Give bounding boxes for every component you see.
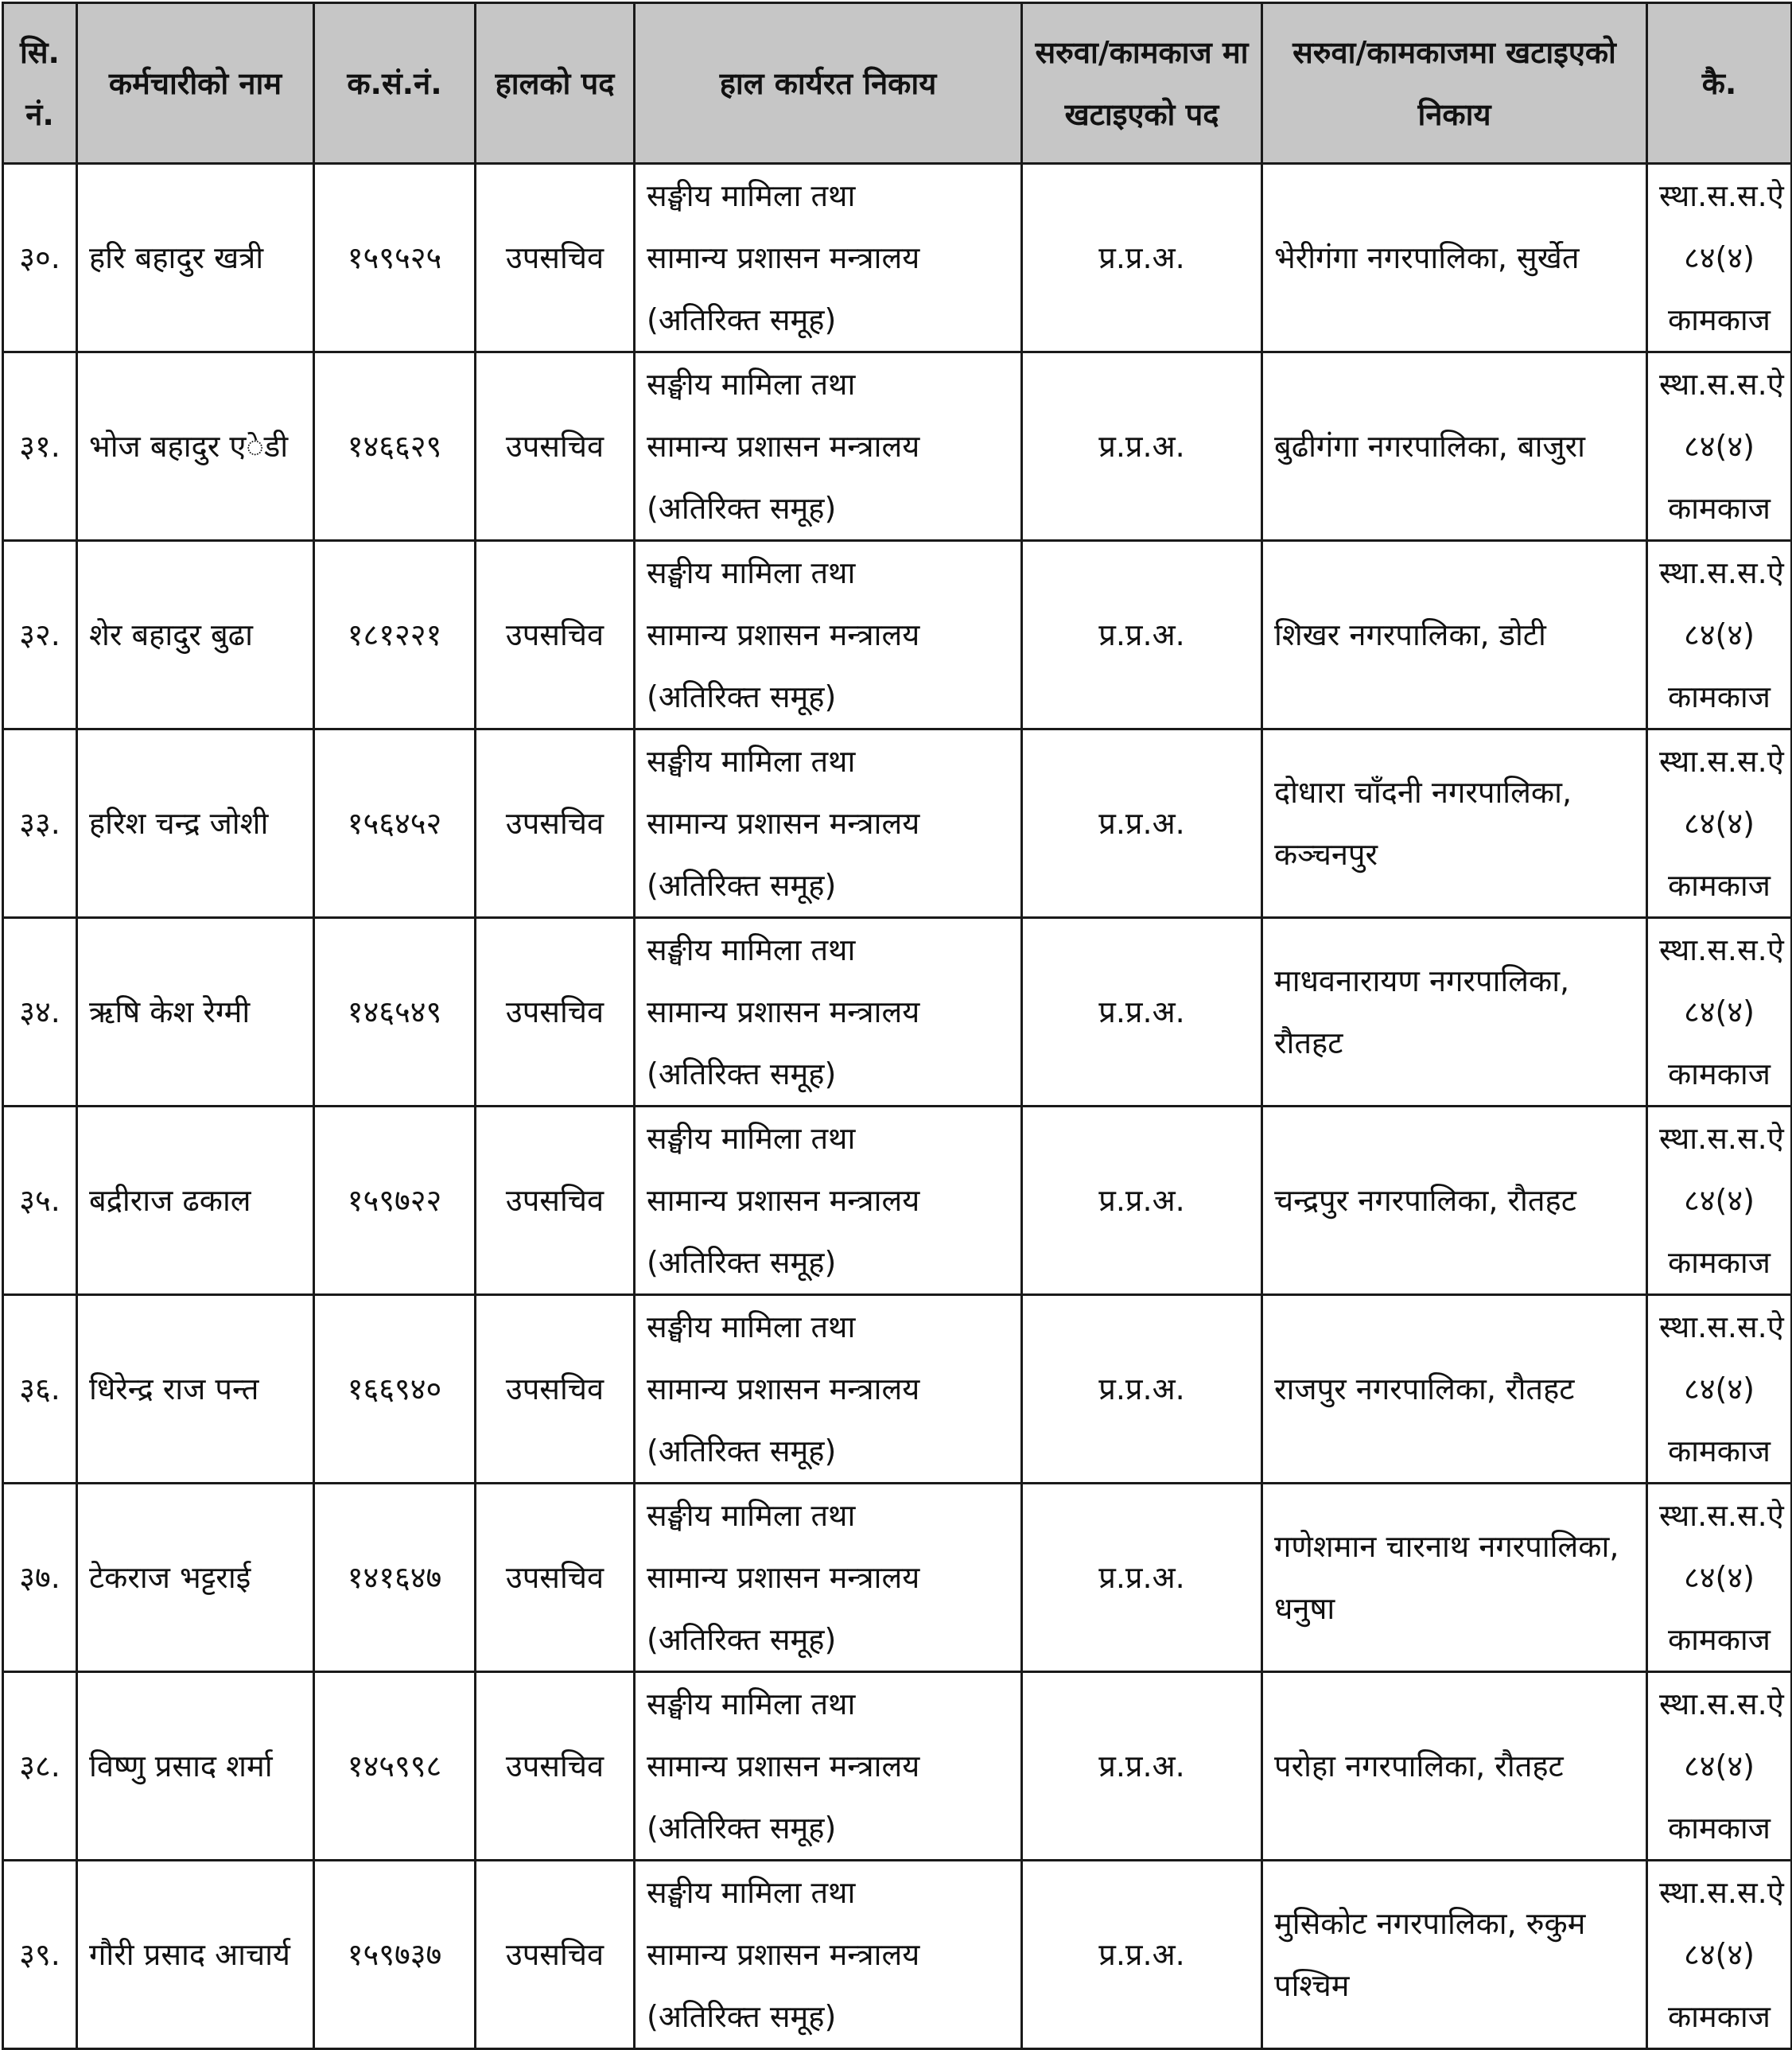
ksn-number: १४५९९८ [314, 1672, 476, 1861]
serial-number: ३०. [3, 164, 77, 352]
assigned-post: प्र.प्र.अ. [1022, 1107, 1262, 1295]
assigned-post: प्र.प्र.अ. [1022, 352, 1262, 541]
serial-number: ३४. [3, 918, 77, 1107]
remarks-line: कामकाज [1668, 1245, 1771, 1280]
current-office [635, 729, 1022, 918]
remarks-line: ८४(४) [1684, 240, 1755, 275]
remarks-line: ८४(४) [1684, 1560, 1755, 1595]
current-office-line: सङ्घीय मामिला तथा [647, 178, 856, 213]
assigned-post: प्र.प्र.अ. [1022, 1295, 1262, 1484]
current-post: उपसचिव [476, 1107, 635, 1295]
current-office-line: सङ्घीय मामिला तथा [647, 744, 856, 779]
remarks-line: कामकाज [1668, 1811, 1771, 1846]
current-post: उपसचिव [476, 1295, 635, 1484]
current-office-line: सङ्घीय मामिला तथा [647, 1121, 856, 1156]
header-employee-name: कर्मचारीको नाम [77, 3, 314, 164]
remarks-line: कामकाज [1668, 1433, 1771, 1468]
current-post: उपसचिव [476, 352, 635, 541]
remarks-line: स्था.स.स.ऐ [1659, 1121, 1784, 1156]
current-office-line: सामान्य प्रशासन मन्त्रालय [647, 1371, 920, 1406]
remarks-line: ८४(४) [1684, 1371, 1755, 1406]
header-assigned-post: सरुवा/कामकाज मा खटाइएको पद [1022, 3, 1262, 164]
current-office-line: सामान्य प्रशासन मन्त्रालय [647, 1937, 920, 1972]
remarks-line: स्था.स.स.ऐ [1659, 1875, 1784, 1910]
employee-name: टेकराज भट्टराई [77, 1484, 314, 1672]
assigned-post: प्र.प्र.अ. [1022, 1861, 1262, 2049]
ksn-number: १८१२२१ [314, 541, 476, 729]
current-office-line: (अतिरिक्त समूह) [647, 1433, 837, 1468]
remarks-line: कामकाज [1668, 868, 1771, 903]
remarks [1647, 1484, 1792, 1672]
current-office-line: सामान्य प्रशासन मन्त्रालय [647, 617, 920, 652]
assigned-office: गणेशमान चारनाथ नगरपालिका, धनुषा [1262, 1484, 1647, 1672]
current-office-line: (अतिरिक्त समूह) [647, 679, 837, 714]
remarks-line: ८४(४) [1684, 994, 1755, 1029]
ksn-number: १६६९४० [314, 1295, 476, 1484]
assigned-office: मुसिकोट नगरपालिका, रुकुम पश्चिम [1262, 1861, 1647, 2049]
current-office [635, 918, 1022, 1107]
remarks-line: स्था.स.स.ऐ [1659, 178, 1784, 213]
header-row [3, 3, 1792, 164]
remarks-line: ८४(४) [1684, 1937, 1755, 1972]
current-office-line: (अतिरिक्त समूह) [647, 1245, 837, 1280]
current-post: उपसचिव [476, 918, 635, 1107]
serial-number: ३१. [3, 352, 77, 541]
current-office [635, 541, 1022, 729]
current-office-line: (अतिरिक्त समूह) [647, 868, 837, 903]
assigned-post: प्र.प्र.अ. [1022, 729, 1262, 918]
current-office-line: (अतिरिक्त समूह) [647, 1811, 837, 1846]
current-office-line: सङ्घीय मामिला तथा [647, 555, 856, 590]
assigned-office: दोधारा चाँदनी नगरपालिका, कञ्चनपुर [1262, 729, 1647, 918]
employee-name: भोज बहादुर एेडी [77, 352, 314, 541]
current-office-line: सामान्य प्रशासन मन्त्रालय [647, 429, 920, 464]
remarks-line: कामकाज [1668, 1056, 1771, 1091]
employee-name: ऋषि केश रेग्मी [77, 918, 314, 1107]
current-post: उपसचिव [476, 729, 635, 918]
header-current-office: हाल कार्यरत निकाय [635, 3, 1022, 164]
remarks-line: कामकाज [1668, 302, 1771, 337]
remarks-line: स्था.स.स.ऐ [1659, 555, 1784, 590]
table-row [3, 1107, 1792, 1295]
serial-number: ३५. [3, 1107, 77, 1295]
remarks [1647, 541, 1792, 729]
remarks [1647, 352, 1792, 541]
assigned-office: शिखर नगरपालिका, डोटी [1262, 541, 1647, 729]
ksn-number: १५६४५२ [314, 729, 476, 918]
table-row [3, 1672, 1792, 1861]
current-office [635, 352, 1022, 541]
employee-name: हरिश चन्द्र जोशी [77, 729, 314, 918]
current-office [635, 1484, 1022, 1672]
remarks-line: ८४(४) [1684, 806, 1755, 841]
remarks-line: ८४(४) [1684, 1183, 1755, 1218]
current-office-line: सामान्य प्रशासन मन्त्रालय [647, 240, 920, 275]
remarks-line: ८४(४) [1684, 1749, 1755, 1784]
assigned-post: प्र.प्र.अ. [1022, 164, 1262, 352]
current-office [635, 1861, 1022, 2049]
remarks [1647, 729, 1792, 918]
header-serial-number: सि. नं. [3, 3, 77, 164]
current-post: उपसचिव [476, 541, 635, 729]
remarks [1647, 1861, 1792, 2049]
remarks [1647, 1107, 1792, 1295]
employee-name: विष्णु प्रसाद शर्मा [77, 1672, 314, 1861]
current-office [635, 1295, 1022, 1484]
remarks [1647, 164, 1792, 352]
serial-number: ३८. [3, 1672, 77, 1861]
employee-name: बद्रीराज ढकाल [77, 1107, 314, 1295]
current-office-line: (अतिरिक्त समूह) [647, 1056, 837, 1091]
assigned-office: माधवनारायण नगरपालिका, रौतहट [1262, 918, 1647, 1107]
table-row [3, 1484, 1792, 1672]
remarks-line: ८४(४) [1684, 429, 1755, 464]
remarks-line: स्था.स.स.ऐ [1659, 1498, 1784, 1533]
remarks-line: स्था.स.स.ऐ [1659, 744, 1784, 779]
employee-name: गौरी प्रसाद आचार्य [77, 1861, 314, 2049]
header-remarks: कै. [1647, 3, 1792, 164]
current-office-line: सामान्य प्रशासन मन्त्रालय [647, 1560, 920, 1595]
assigned-office: बुढीगंगा नगरपालिका, बाजुरा [1262, 352, 1647, 541]
remarks-line: कामकाज [1668, 679, 1771, 714]
assigned-post: प्र.प्र.अ. [1022, 1672, 1262, 1861]
remarks-line: कामकाज [1668, 491, 1771, 526]
table-row [3, 164, 1792, 352]
remarks [1647, 1295, 1792, 1484]
current-office [635, 164, 1022, 352]
employee-name: धिरेन्द्र राज पन्त [77, 1295, 314, 1484]
ksn-number: १५९७२२ [314, 1107, 476, 1295]
remarks-line: स्था.स.स.ऐ [1659, 1686, 1784, 1721]
serial-number: ३७. [3, 1484, 77, 1672]
current-office [635, 1107, 1022, 1295]
transfer-table [2, 2, 1792, 2050]
current-post: उपसचिव [476, 1672, 635, 1861]
serial-number: ३९. [3, 1861, 77, 2049]
current-office-line: सामान्य प्रशासन मन्त्रालय [647, 1749, 920, 1784]
ksn-number: १५९७३७ [314, 1861, 476, 2049]
table-row [3, 729, 1792, 918]
employee-name: शेर बहादुर बुढा [77, 541, 314, 729]
current-post: उपसचिव [476, 1484, 635, 1672]
assigned-office: परोहा नगरपालिका, रौतहट [1262, 1672, 1647, 1861]
current-office-line: सामान्य प्रशासन मन्त्रालय [647, 1183, 920, 1218]
remarks-line: कामकाज [1668, 1999, 1771, 2034]
header-current-post: हालको पद [476, 3, 635, 164]
current-office [635, 1672, 1022, 1861]
remarks [1647, 918, 1792, 1107]
assigned-office: राजपुर नगरपालिका, रौतहट [1262, 1295, 1647, 1484]
remarks [1647, 1672, 1792, 1861]
remarks-line: स्था.स.स.ऐ [1659, 932, 1784, 967]
current-office-line: सामान्य प्रशासन मन्त्रालय [647, 994, 920, 1029]
current-office-line: (अतिरिक्त समूह) [647, 302, 837, 337]
current-office-line: सङ्घीय मामिला तथा [647, 367, 856, 402]
current-office-line: सङ्घीय मामिला तथा [647, 1875, 856, 1910]
current-office-line: सङ्घीय मामिला तथा [647, 1498, 856, 1533]
assigned-post: प्र.प्र.अ. [1022, 541, 1262, 729]
table-row [3, 541, 1792, 729]
serial-number: ३६. [3, 1295, 77, 1484]
ksn-number: १४६६२९ [314, 352, 476, 541]
table-row [3, 352, 1792, 541]
remarks-line: कामकाज [1668, 1622, 1771, 1657]
employee-name: हरि बहादुर खत्री [77, 164, 314, 352]
ksn-number: १४६५४९ [314, 918, 476, 1107]
remarks-line: स्था.स.स.ऐ [1659, 367, 1784, 402]
current-office-line: सङ्घीय मामिला तथा [647, 1309, 856, 1344]
current-post: उपसचिव [476, 1861, 635, 2049]
ksn-number: १५९५२५ [314, 164, 476, 352]
current-post: उपसचिव [476, 164, 635, 352]
remarks-line: ८४(४) [1684, 617, 1755, 652]
table-row [3, 1295, 1792, 1484]
assigned-post: प्र.प्र.अ. [1022, 918, 1262, 1107]
assigned-office: चन्द्रपुर नगरपालिका, रौतहट [1262, 1107, 1647, 1295]
current-office-line: सङ्घीय मामिला तथा [647, 932, 856, 967]
current-office-line: (अतिरिक्त समूह) [647, 1622, 837, 1657]
current-office-line: सामान्य प्रशासन मन्त्रालय [647, 806, 920, 841]
assigned-post: प्र.प्र.अ. [1022, 1484, 1262, 1672]
remarks-line: स्था.स.स.ऐ [1659, 1309, 1784, 1344]
current-office-line: सङ्घीय मामिला तथा [647, 1686, 856, 1721]
serial-number: ३२. [3, 541, 77, 729]
ksn-number: १४१६४७ [314, 1484, 476, 1672]
serial-number: ३३. [3, 729, 77, 918]
table-row [3, 918, 1792, 1107]
current-office-line: (अतिरिक्त समूह) [647, 491, 837, 526]
table-row [3, 1861, 1792, 2049]
header-ksn: क.सं.नं. [314, 3, 476, 164]
header-assigned-office: सरुवा/कामकाजमा खटाइएको निकाय [1262, 3, 1647, 164]
current-office-line: (अतिरिक्त समूह) [647, 1999, 837, 2034]
assigned-office: भेरीगंगा नगरपालिका, सुर्खेत [1262, 164, 1647, 352]
